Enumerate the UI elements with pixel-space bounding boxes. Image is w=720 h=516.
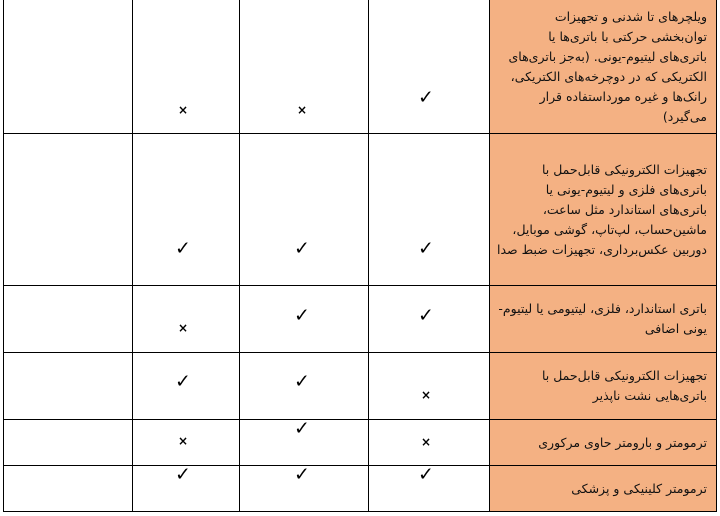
cross-icon: × xyxy=(420,388,432,402)
cross-icon: × xyxy=(296,103,308,117)
cell-col-1 xyxy=(368,134,489,285)
cross-icon: × xyxy=(177,321,189,335)
cell-col-2 xyxy=(239,417,368,465)
checkmark-icon: ✓ xyxy=(294,463,310,486)
cell-col-2 xyxy=(239,286,368,352)
row-label: باتری استاندارد، فلزی، لیتیومی یا لیتیوم-یونی اضافی xyxy=(498,301,707,336)
table-row xyxy=(3,134,717,285)
cell-col-1 xyxy=(368,463,489,511)
checkmark-icon: ✓ xyxy=(418,463,434,486)
cell-col-1 xyxy=(368,353,489,419)
row-label-cell xyxy=(489,353,717,419)
row-label-cell xyxy=(489,466,717,511)
empty-cell xyxy=(3,353,132,419)
table-row xyxy=(3,353,717,419)
cross-icon: × xyxy=(177,434,189,448)
cross-icon: × xyxy=(177,103,189,117)
cell-col-2 xyxy=(239,463,368,511)
table-row xyxy=(3,463,717,511)
row-label: تجهیزات الکترونیکی قابل‌حمل با باتری‌هایی نشت ناپذیر xyxy=(541,368,707,403)
cross-icon: × xyxy=(420,435,432,449)
row-label-cell xyxy=(489,286,717,352)
table-row xyxy=(3,417,717,465)
table-row xyxy=(3,0,717,133)
row-label-cell xyxy=(489,0,717,133)
cell-col-3 xyxy=(132,463,239,511)
checkmark-icon: ✓ xyxy=(418,86,434,109)
row-label: ویلچرهای تا شدنی و تجهیزات توان‌بخشی حرکتی با باتری‌ها یا باتری‌های لیتیوم-یونی. (به‌جز باتری‌های الکتریکی که در دوچرخه‌های الکتریکی، رانک‌ها و غیره مورداستفاده قرار می‌گیرد) xyxy=(508,8,707,124)
empty-cell xyxy=(3,0,132,133)
row-label: ترمومتر و بارومتر حاوی مرکوری xyxy=(538,434,707,450)
row-label-cell xyxy=(489,420,717,465)
cell-col-1 xyxy=(368,420,489,465)
checkmark-icon: ✓ xyxy=(175,237,191,260)
row-label-cell xyxy=(489,134,717,285)
empty-cell xyxy=(3,134,132,285)
cell-col-1 xyxy=(368,286,489,352)
empty-cell xyxy=(3,466,132,511)
empty-cell xyxy=(3,286,132,352)
checkmark-icon: ✓ xyxy=(175,463,191,486)
row-label: ترمومتر کلینیکی و پزشکی xyxy=(571,480,707,496)
data-table xyxy=(3,0,717,512)
cell-col-3 xyxy=(132,0,239,133)
cell-col-3 xyxy=(132,286,239,352)
cell-col-3 xyxy=(132,420,239,465)
checkmark-icon: ✓ xyxy=(294,417,310,440)
checkmark-icon: ✓ xyxy=(418,304,434,327)
checkmark-icon: ✓ xyxy=(294,237,310,260)
checkmark-icon: ✓ xyxy=(175,370,191,393)
cell-col-3 xyxy=(132,134,239,285)
empty-cell xyxy=(3,420,132,465)
cell-col-2 xyxy=(239,353,368,419)
table-row xyxy=(3,286,717,352)
cell-col-2 xyxy=(239,134,368,285)
cell-col-1 xyxy=(368,0,489,133)
checkmark-icon: ✓ xyxy=(294,304,310,327)
checkmark-icon: ✓ xyxy=(294,370,310,393)
cell-col-2 xyxy=(239,0,368,133)
row-label: تجهیزات الکترونیکی قابل‌حمل با باتری‌های فلزی و لیتیوم-یونی یا باتری‌های استاندارد مثل ساعت، ماشین‌حساب، لپ‌تاپ، گوشی موبایل، دوربین عکس‌برداری، تجهیزات ضبط صدا xyxy=(497,161,707,257)
checkmark-icon: ✓ xyxy=(418,237,434,260)
cell-col-3 xyxy=(132,353,239,419)
